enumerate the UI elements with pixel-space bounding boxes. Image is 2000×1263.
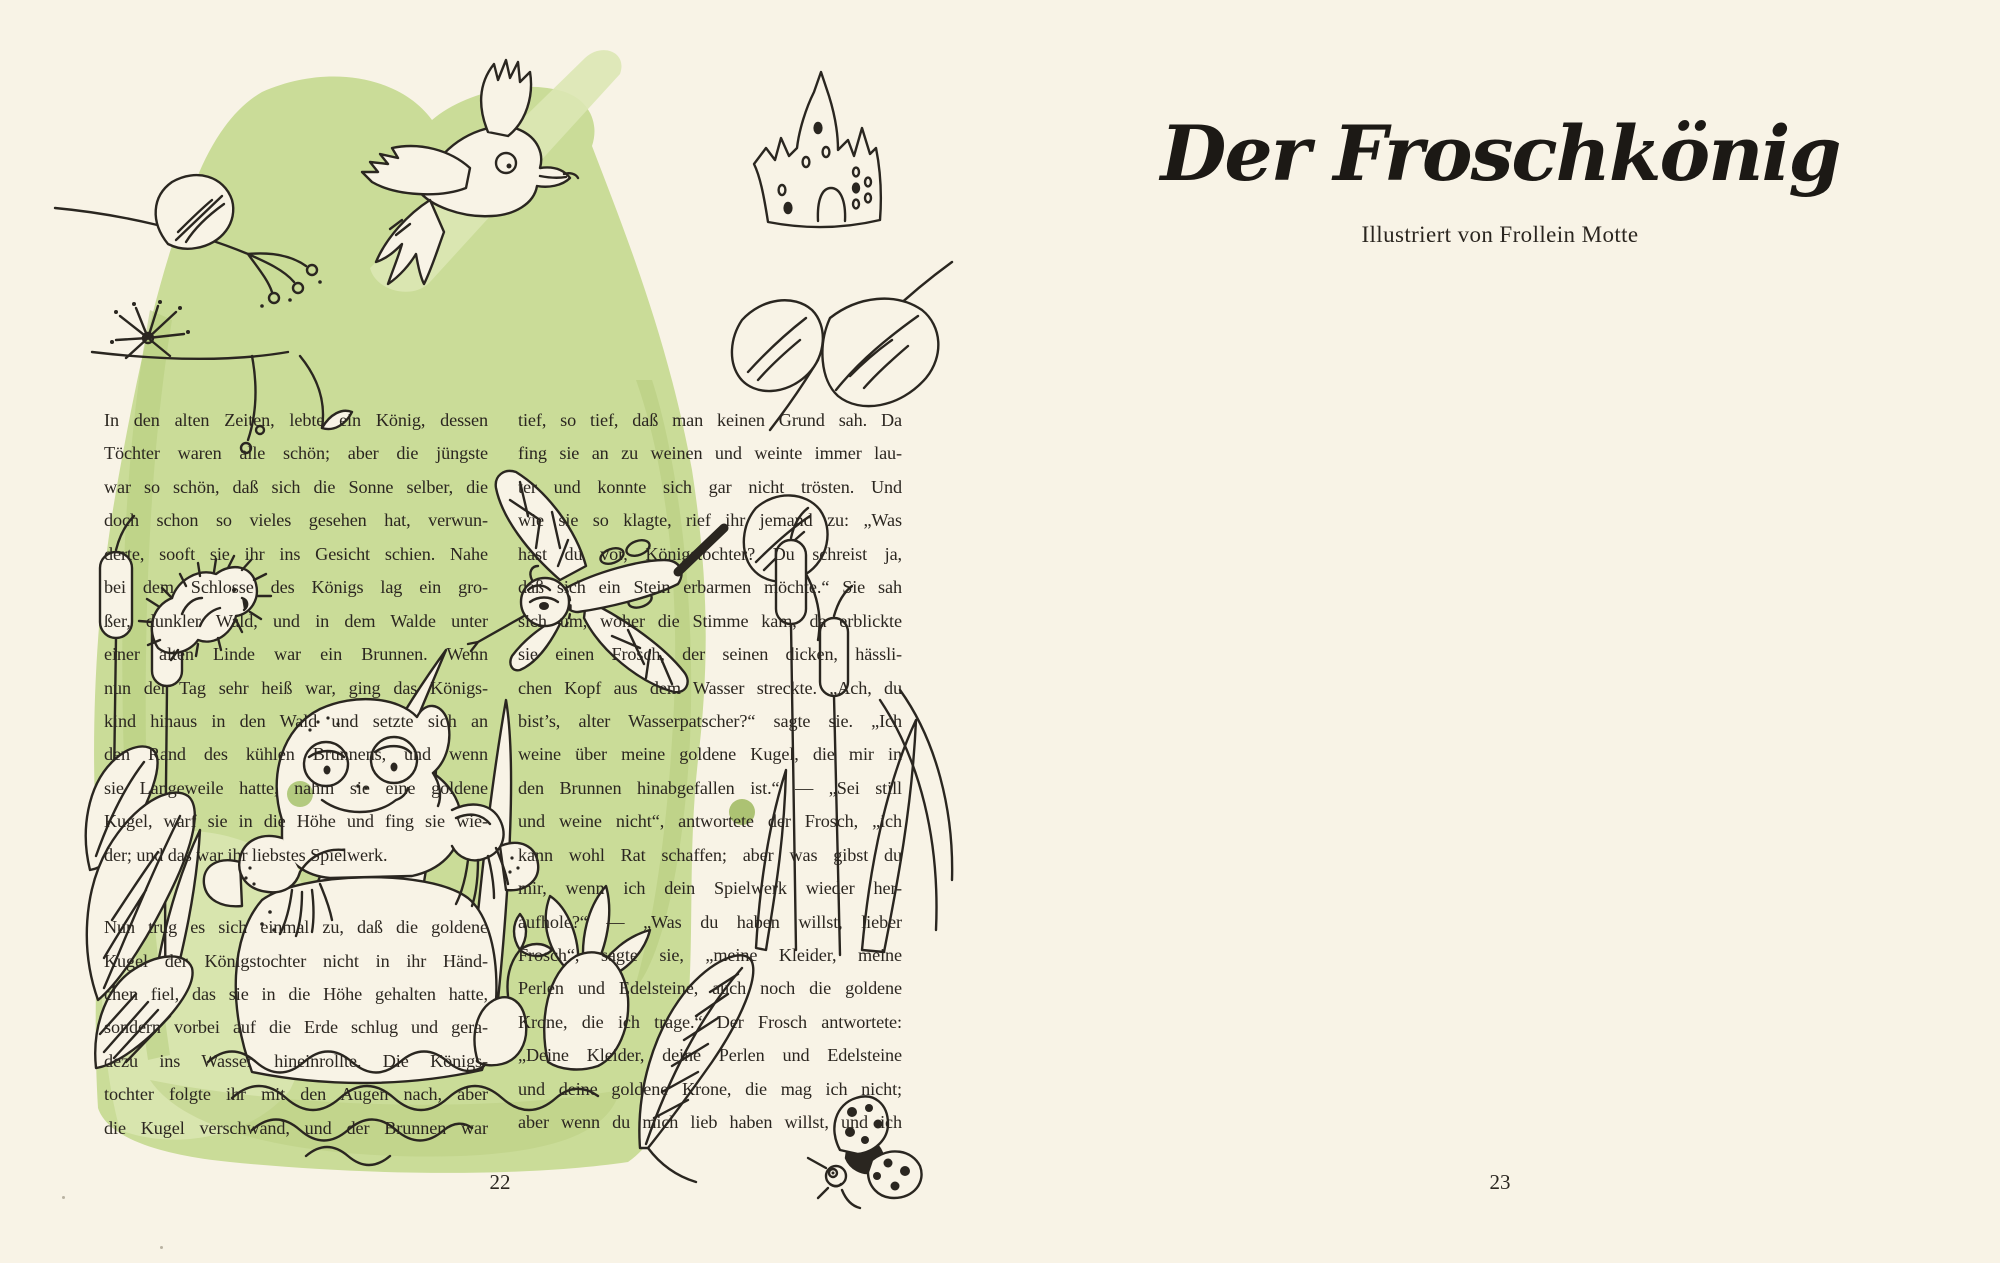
text-line: bei dem Schlosse des Königs lag ein gro-	[104, 577, 488, 598]
text-line: einer alten Linde war ein Brunnen. Wenn	[104, 644, 488, 665]
text-line: mir, wenn ich dein Spielwerk wieder her-	[518, 878, 902, 899]
text-line: dezu ins Wasser hineinrollte. Die Königs-	[104, 1050, 488, 1071]
paragraph	[104, 911, 488, 1145]
paragraph	[518, 404, 902, 1140]
page-subtitle: Illustriert von Frollein Motte	[1361, 221, 1639, 247]
text-line: war so schön, daß sich die Sonne selber, die	[104, 476, 488, 497]
page-number-left: 22	[489, 1170, 511, 1194]
text-line: sich um, woher die Stimme kam, da erblickte	[518, 610, 902, 631]
text-line: tief, so tief, daß man keinen Grund sah. Da	[518, 410, 902, 430]
text-line: ßer, dunkler Wald, und in dem Walde unter	[104, 610, 488, 631]
text-line: aber wenn du mich lieb haben willst, und ich	[518, 1112, 902, 1133]
text-line: kann wohl Rat schaffen; aber was gibst du	[518, 844, 902, 865]
castle-drawing	[754, 72, 881, 227]
text-line: derte, sooft sie ihr ins Gesicht schien. Nahe	[104, 543, 488, 564]
text-line: Frosch“, sagte sie, „meine Kleider, meine	[518, 945, 902, 965]
text-line: den Brunnen hinabgefallen ist.“ — „Sei still	[518, 777, 902, 798]
text-line: Nun trug es sich einmal zu, daß die goldene	[104, 917, 488, 938]
text-line: aufhole?“ — „Was du haben willst, lieber	[518, 911, 902, 932]
text-line: weine über meine goldene Kugel, die mir in	[518, 744, 902, 765]
text-line: chen fiel, das sie in die Höhe gehalten hatte,	[104, 984, 488, 1004]
text-line: hast du vor, Königstochter? Du schreist ja,	[518, 543, 902, 564]
text-line: und deine goldene Krone, die mag ich nicht;	[518, 1078, 902, 1099]
text-line: In den alten Zeiten, lebte ein König, dessen	[104, 410, 488, 430]
text-line: sondern vorbei auf die Erde schlug und gera-	[104, 1017, 488, 1038]
text-line: sie Langeweile hatte, nahm sie eine goldene	[104, 777, 488, 798]
text-line: sie einen Frosch, der seinen dicken, hässli-	[518, 644, 902, 665]
page-title: Der Froschkönig	[1160, 109, 1840, 198]
dust-speck	[160, 1246, 163, 1249]
text-line: Kugel der Königstochter nicht in ihr Händ-	[104, 950, 488, 971]
text-line: daß sich ein Stein erbarmen möchte.“ Sie sah	[518, 577, 902, 598]
text-line: Töchter waren alle schön; aber die jüngste	[104, 443, 488, 464]
text-line: Perlen und Edelsteine, auch noch die goldene	[518, 978, 902, 999]
page-number-right: 23	[1489, 1170, 1511, 1194]
text-line: doch schon so vieles gesehen hat, verwun-	[104, 510, 488, 531]
text-line: „Deine Kleider, deine Perlen und Edelsteine	[518, 1045, 902, 1066]
text-line: nun der Tag sehr heiß war, ging das Königs-	[104, 677, 488, 698]
text-column	[104, 404, 488, 1145]
text-line: chen Kopf aus dem Wasser streckte. „Ach, du	[518, 677, 902, 698]
text-line: und weine nicht“, antwortete der Frosch, „ich	[518, 811, 902, 832]
text-line: ter und konnte sich gar nicht trösten. Und	[518, 476, 902, 497]
text-line: wie sie so klagte, rief ihr jemand zu: „Was	[518, 510, 902, 531]
text-line: der; und das war ihr liebstes Spielwerk.	[104, 844, 388, 865]
dust-speck	[62, 1196, 65, 1199]
text-line: kind hinaus in den Wald und setzte sich an	[104, 710, 488, 731]
paragraph	[104, 404, 488, 872]
text-line: den Rand des kühlen Brunnens, und wenn	[104, 744, 488, 765]
text-line: Kugel, warf sie in die Höhe und fing sie wie-	[104, 811, 488, 832]
right-page	[1000, 0, 2000, 1263]
text-line: tochter folgte ihr mit den Augen nach, aber	[104, 1084, 488, 1105]
text-column	[518, 404, 902, 1145]
text-line: bist’s, alter Wasserpatscher?“ sagte sie. „Ich	[518, 710, 902, 731]
text-line: Krone, die ich trage.“ Der Frosch antwortete:	[518, 1011, 902, 1032]
story-text-columns	[104, 404, 902, 1145]
text-line: die Kugel verschwand, und der Brunnen war	[104, 1117, 488, 1138]
text-line: fing sie an zu weinen und weinte immer lau-	[518, 443, 902, 464]
